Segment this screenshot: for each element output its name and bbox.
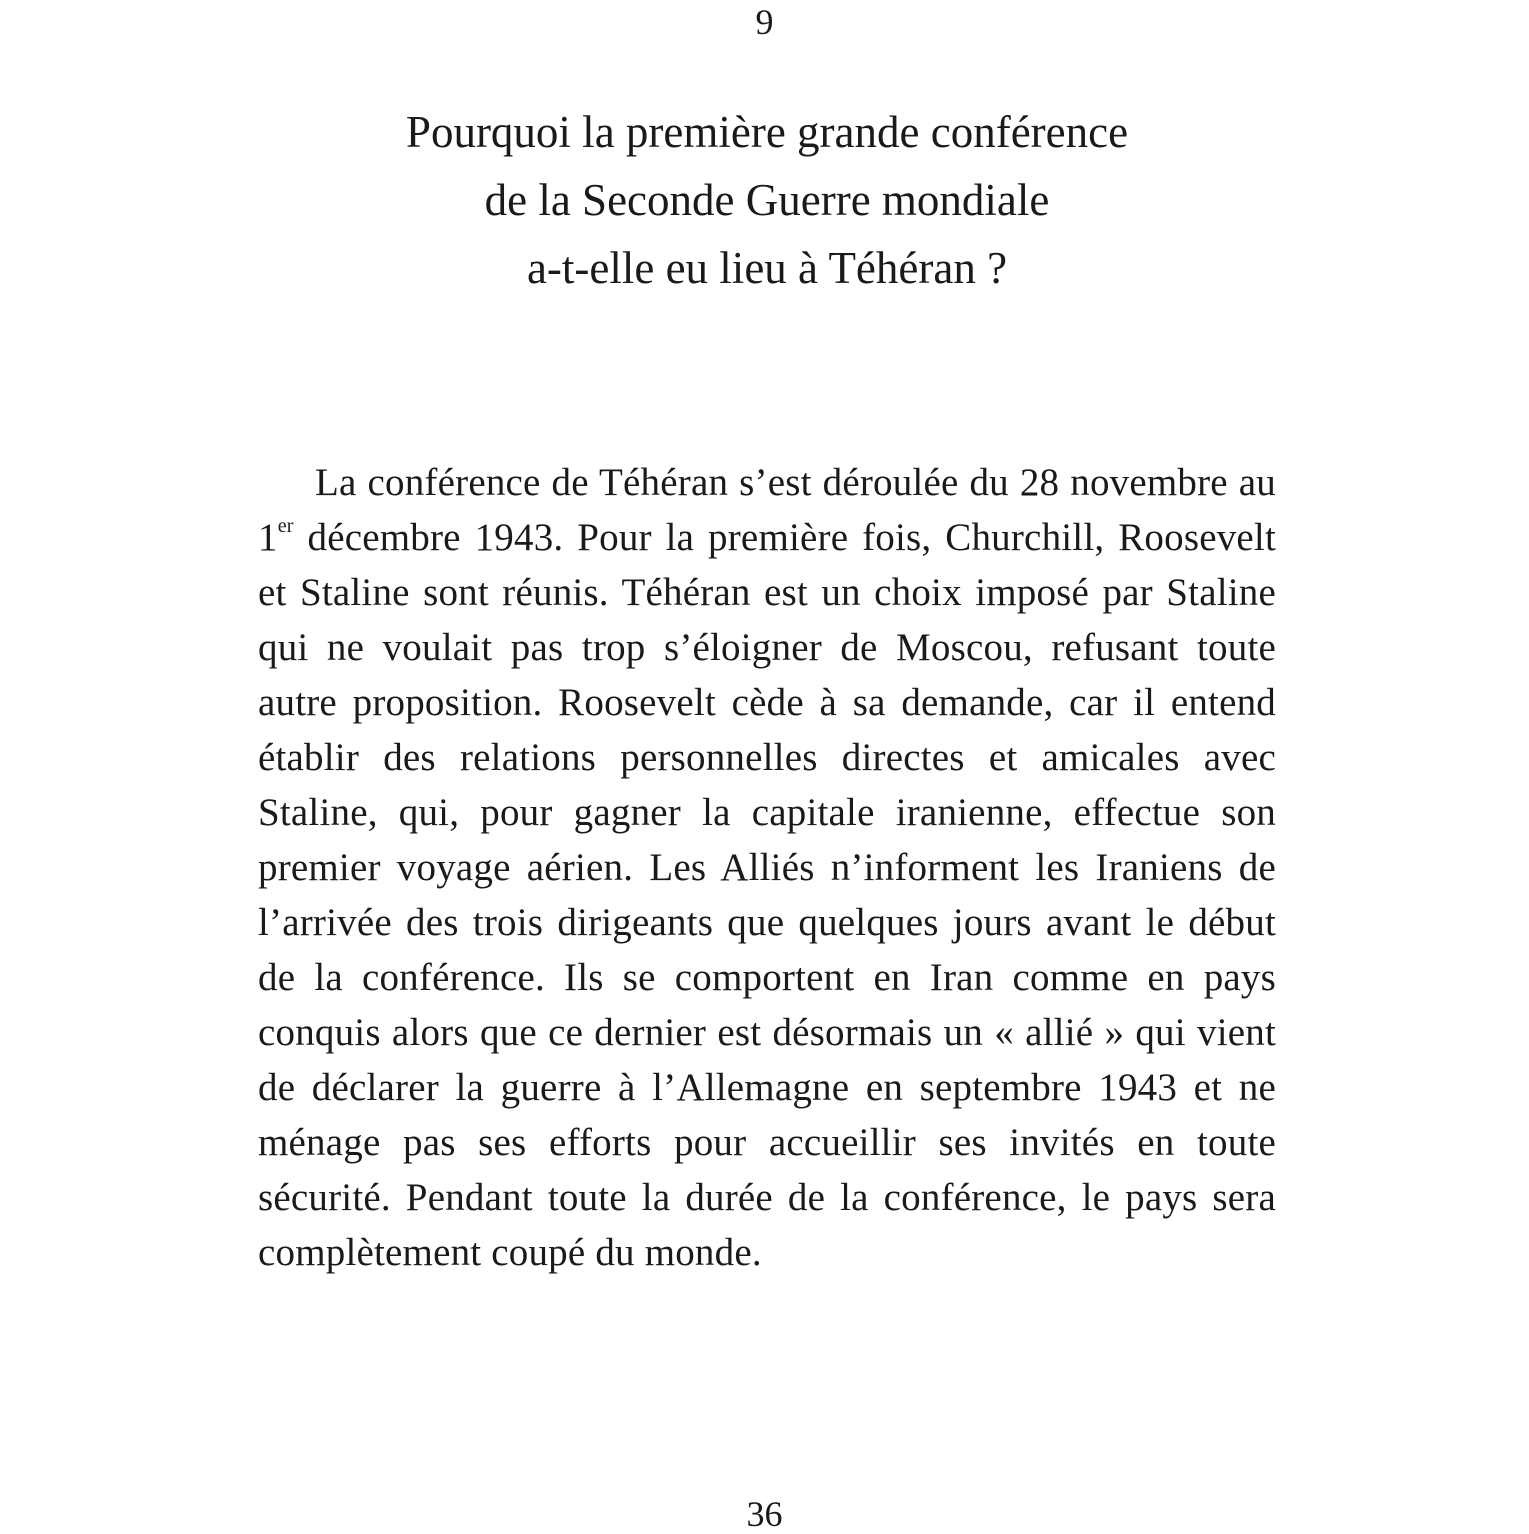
body-paragraph <box>258 455 1276 1280</box>
chapter-title-line: de la Seconde Guerre mondiale <box>484 175 1050 225</box>
ordinal-superscript: er <box>277 515 294 537</box>
chapter-number: 9 <box>755 2 774 42</box>
chapter-title-line: Pourquoi la première grande conférence <box>405 107 1129 157</box>
chapter-title-line: a-t-elle eu lieu à Téhéran ? <box>526 243 1008 293</box>
page-number: 36 <box>746 1494 783 1534</box>
chapter-title <box>200 98 1334 302</box>
paragraph-text-start: La conférence de Téhéran s’est déroulée du 28 novembre au 1 <box>258 461 1276 559</box>
paragraph-text-end: décembre 1943. Pour la première fois, Churchill, Roosevelt et Staline sont réunis. Téhéran est un choix imposé par Staline qui ne voulait pas trop s’éloigner de Moscou, refusant toute autre proposition. Roosevelt cède à sa demande, car il entend établir des relations personnelles directes et amicales avec Staline, qui, pour gagner la capitale iranienne, effectue son premier voyage aérien. Les Alliés n’informent les Iraniens de l’arrivée des trois dirigeants que quelques jours avant le début de la conférence. Ils se comportent en Iran comme en pays conquis alors que ce dernier est désormais un « allié » qui vient de déclarer la guerre à l’Allemagne en septembre 1943 et ne ménage pas ses efforts pour accueillir ses invités en toute sécurité. Pendant toute la durée de la conférence, le pays sera complètement coupé du monde. <box>258 516 1276 1274</box>
